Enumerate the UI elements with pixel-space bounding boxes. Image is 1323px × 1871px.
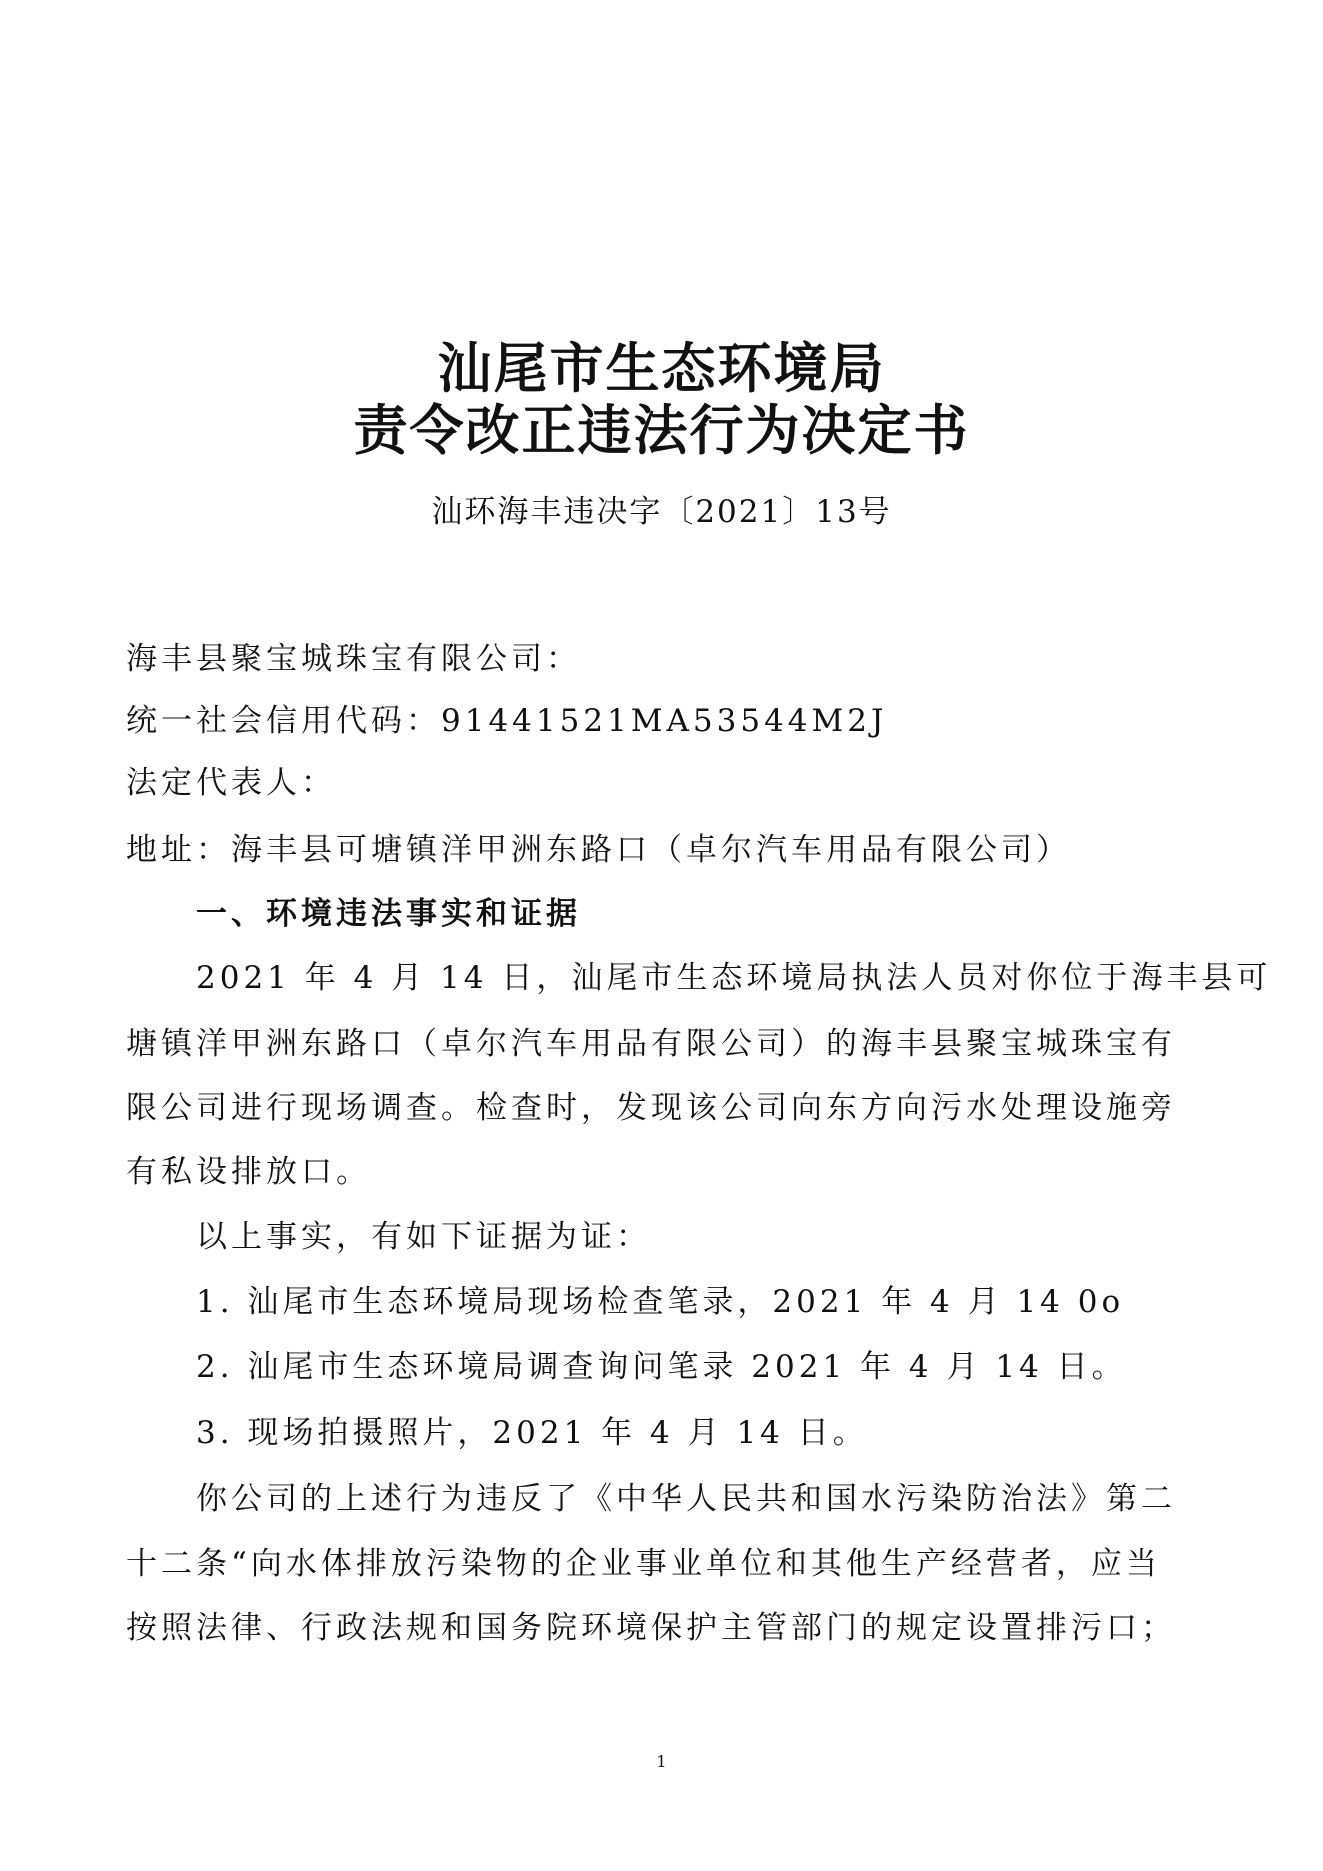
paragraph-1-line: 限公司进行现场调查。检查时，发现该公司向东方向污水处理设施旁	[126, 1090, 1176, 1126]
document-number: 汕环海丰违决字〔2021〕13号	[431, 494, 892, 530]
credit-code: 统一社会信用代码：91441521MA53544M2J	[126, 703, 888, 739]
section-1-heading: 一、环境违法事实和证据	[196, 896, 581, 932]
recipient: 海丰县聚宝城珠宝有限公司：	[126, 641, 581, 677]
paragraph-2-line: 按照法律、行政法规和国务院环境保护主管部门的规定设置排污口；	[126, 1610, 1176, 1646]
address: 地址：海丰县可塘镇洋甲洲东路口（卓尔汽车用品有限公司）	[126, 832, 1071, 868]
evidence-item: 2. 汕尾市生态环境局调查询问笔录 2021 年 4 月 14 日。	[196, 1349, 1127, 1385]
document-title-line-1: 汕尾市生态环境局	[437, 337, 886, 400]
paragraph-2-line: 你公司的上述行为违反了《中华人民共和国水污染防治法》第二	[196, 1481, 1176, 1517]
paragraph-2-line: 十二条“向水体排放污染物的企业事业单位和其他生产经营者，应当	[126, 1546, 1161, 1582]
evidence-intro: 以上事实，有如下证据为证：	[196, 1219, 651, 1255]
paragraph-1-line: 有私设排放口。	[126, 1154, 371, 1190]
paragraph-1-line: 2021 年 4 月 14 日，汕尾市生态环境局执法人员对你位于海丰县可	[196, 960, 1272, 996]
legal-representative: 法定代表人：	[126, 765, 336, 801]
page-number: 1	[656, 1752, 667, 1771]
evidence-item: 1. 汕尾市生态环境局现场检查笔录，2021 年 4 月 14 0o	[196, 1284, 1125, 1320]
document-title-line-2: 责令改正违法行为决定书	[353, 399, 970, 462]
evidence-item: 3. 现场拍摄照片，2021 年 4 月 14 日。	[196, 1415, 868, 1451]
paragraph-1-line: 塘镇洋甲洲东路口（卓尔汽车用品有限公司）的海丰县聚宝城珠宝有	[126, 1026, 1176, 1062]
